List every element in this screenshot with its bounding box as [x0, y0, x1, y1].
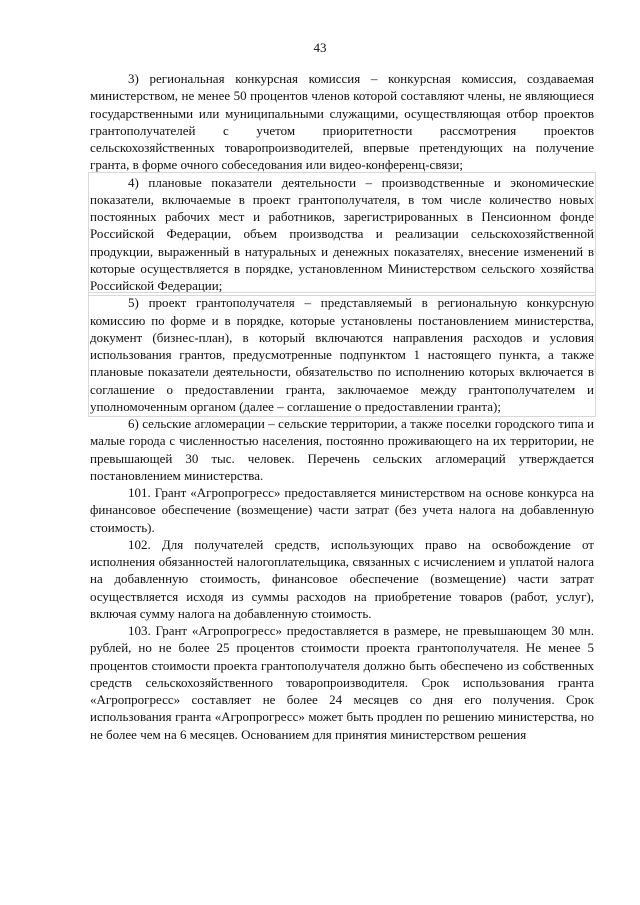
- paragraph-regional-commission: 3) региональная конкурсная комиссия – конкурсная комиссия, создаваемая министерством, не менее 50 процентов членов которой составляют члены, не являющиеся государственными или муниципальными служащими, осуществляющая отбор проектов грантополучателей с учетом приоритетности рассмотрения проектов сельскохозяйственных товаропроизводителей, впервые претендующих на получение гранта, в форме очного собеседования или видео-конференц-связи;: [90, 71, 594, 173]
- paragraph-grantee-project: 5) проект грантополучателя – представляемый в региональную конкурсную комиссию по форме и в порядке, которые установлены постановлением министерства, документ (бизнес-план), в который включаются направления расходов и условия использования грантов, предусмотренные подпунктом 1 настоящего пункта, а также плановые показатели деятельности, обязательство по исполнению которых включается в соглашение о предоставлении гранта, заключаемое между грантополучателем и уполномоченным органом (далее – соглашение о предоставлении гранта);: [90, 295, 594, 414]
- paragraph-102: 102. Для получателей средств, использующих право на освобождение от исполнения обязанностей налогоплательщика, связанных с исчислением и уплатой налога на добавленную стоимость, финансовое обеспечение (возмещение) части затрат осуществляется исходя из суммы расходов на приобретение товаров (работ, услуг), включая сумму налога на добавленную стоимость.: [90, 536, 594, 621]
- page-number: 43: [313, 40, 327, 55]
- document-body: [90, 70, 594, 743]
- paragraph-101: 101. Грант «Агропрогресс» предоставляется министерством на основе конкурса на финансовое обеспечение (возмещение) части затрат (без учета налога на добавленную стоимость).: [90, 485, 594, 535]
- paragraph-planned-indicators: 4) плановые показатели деятельности – производственные и экономические показатели, включаемые в проект грантополучателя, в том числе количество новых постоянных рабочих мест и работников, зарегистрированных в Пенсионном фонде Российской Федерации, объем производства и реализации сельскохозяйственной продукции, выраженный в натуральных и денежных показателях, внесение изменений в которые осуществляется в порядке, установленном Министерством сельского хозяйства Российской Федерации;: [90, 174, 594, 293]
- paragraph-rural-agglomerations: 6) сельские агломерации – сельские территории, а также поселки городского типа и малые города с численностью населения, постоянно проживающего на их территории, не превышающей 30 тыс. человек. Перечень сельских агломераций утверждается постановлением министерства.: [90, 416, 594, 483]
- paragraph-103: 103. Грант «Агропрогресс» предоставляется в размере, не превышающем 30 млн. рублей, но не более 25 процентов стоимости проекта грантополучателя. Не менее 5 процентов стоимости проекта грантополучателя должно быть обеспечено из собственных средств сельскохозяйственного товаропроизводителя. Срок использования гранта «Агропрогресс» составляет не более 24 месяцев со дня его получения. Срок использования гранта «Агропрогресс» может быть продлен по решению министерства, но не более чем на 6 месяцев. Основанием для принятия министерством решения: [90, 623, 594, 742]
